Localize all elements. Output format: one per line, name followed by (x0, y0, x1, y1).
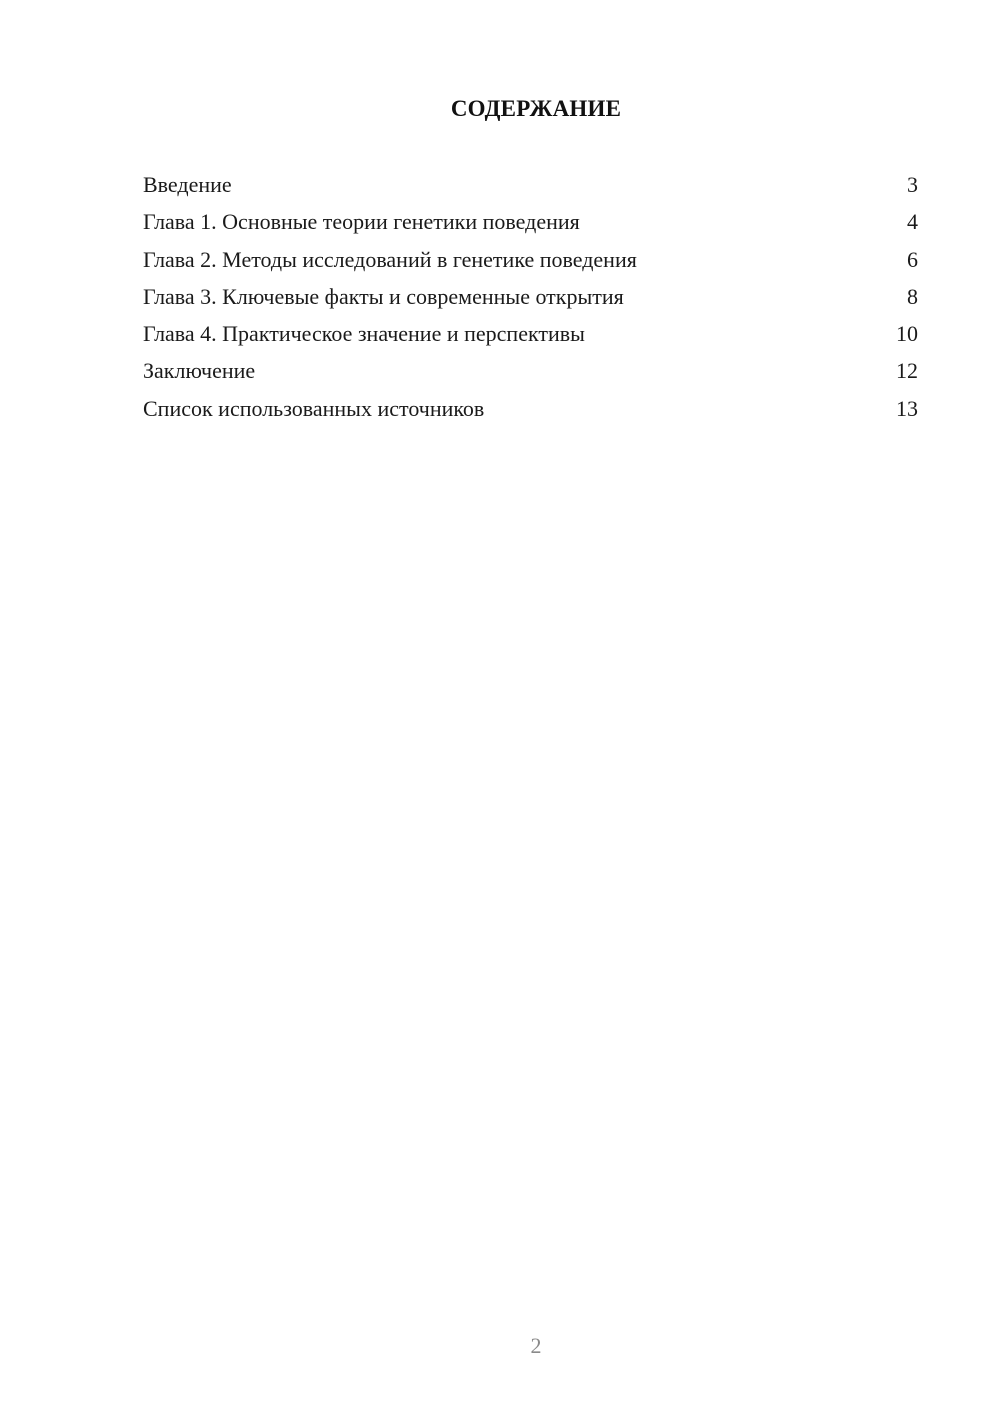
toc-entry-page: 6 (907, 246, 918, 272)
toc-entry-page: 12 (896, 358, 918, 384)
toc-entry-page: 3 (907, 172, 918, 197)
toc-entry-references[interactable] (143, 390, 918, 427)
toc-entry-label: Список использованных источников (143, 395, 485, 421)
toc-entry-label: Глава 4. Практическое значение и перспективы (143, 321, 585, 347)
toc-entry-label: Заключение (143, 358, 256, 384)
toc-entry-label: Введение (143, 172, 232, 197)
toc-heading: СОДЕРЖАНИЕ (450, 96, 622, 121)
page-number: 2 (530, 1333, 542, 1358)
toc-entry-page: 4 (907, 209, 918, 235)
toc-entry-page: 13 (896, 395, 918, 421)
toc-entry-chapter-2[interactable] (143, 241, 918, 278)
toc-entry-page: 8 (907, 283, 918, 309)
toc-entry-label: Глава 2. Методы исследований в генетике поведения (143, 246, 637, 272)
toc-entry-chapter-4[interactable] (143, 315, 918, 352)
toc-entry-chapter-1[interactable] (143, 203, 918, 240)
toc-entry-page: 10 (896, 321, 918, 347)
toc-entry-label: Глава 3. Ключевые факты и современные открытия (143, 283, 624, 309)
table-of-contents (143, 166, 918, 427)
toc-entry-introduction[interactable] (143, 166, 918, 203)
toc-entry-chapter-3[interactable] (143, 278, 918, 315)
toc-entry-conclusion[interactable] (143, 352, 918, 389)
toc-entry-label: Глава 1. Основные теории генетики поведения (143, 209, 580, 235)
